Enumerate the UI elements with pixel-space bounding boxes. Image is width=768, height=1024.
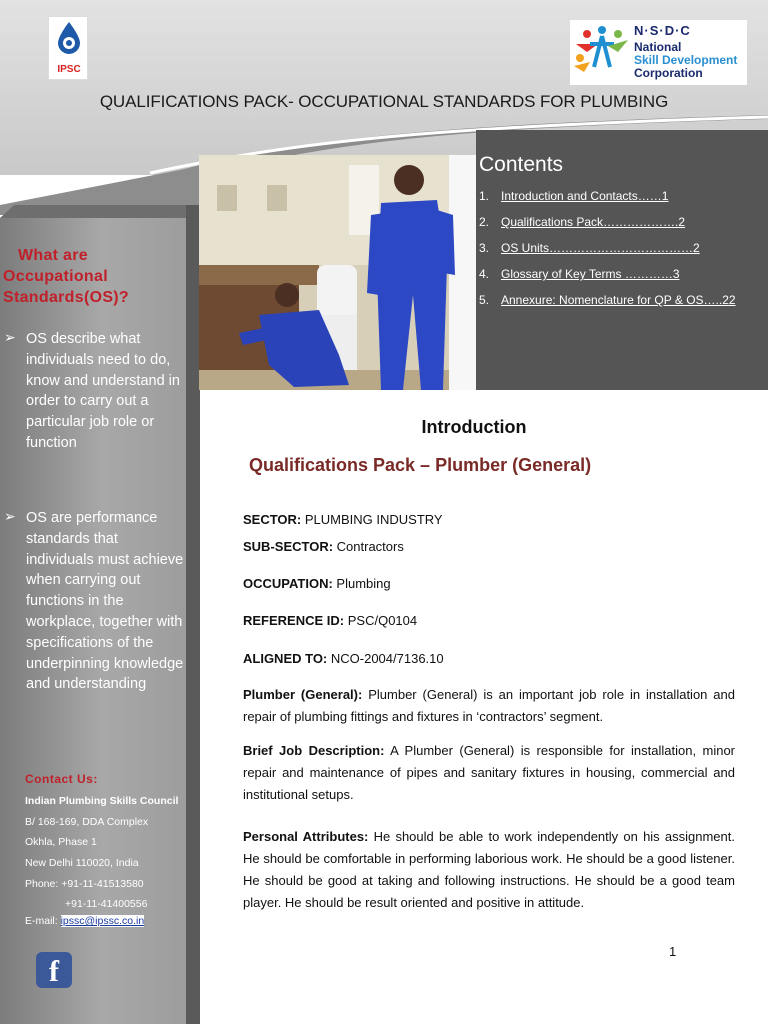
toc-item-number: 2.: [479, 215, 490, 229]
aligned-to-value: NCO-2004/7136.10: [327, 651, 444, 666]
brief-job-description-label: Brief Job Description:: [243, 743, 385, 758]
toc-item-link[interactable]: Introduction and Contacts……1: [501, 189, 669, 203]
qualifications-pack-title: Qualifications Pack – Plumber (General): [249, 455, 592, 475]
toc-item-number: 4.: [479, 267, 490, 281]
nsdc-name-line1: National: [634, 40, 682, 54]
plumber-label: Plumber (General):: [243, 687, 363, 702]
contact-heading: Contact Us:: [25, 772, 98, 786]
nsdc-abbreviation: N·S·D·C: [634, 23, 691, 38]
contents-title: Contents: [479, 153, 564, 176]
contact-address-1: B/ 168-169, DDA Complex: [25, 816, 149, 828]
nsdc-logo: [570, 20, 747, 85]
personal-attributes-paragraph: [243, 826, 735, 914]
toc-item-link[interactable]: Annexure: Nomenclature for QP & OS…..22: [501, 293, 736, 307]
contact-email-row: [25, 914, 144, 928]
os-bullet-text: OS describe what individuals need to do, know and understand in order to carry out a particular job role or function: [26, 331, 180, 451]
introduction-heading: Introduction: [421, 417, 527, 437]
toc-item-number: 1.: [479, 189, 490, 203]
toc-item-number: 3.: [479, 241, 490, 255]
sector-value: PLUMBING INDUSTRY: [301, 512, 443, 527]
reference-id-field: [243, 613, 417, 628]
os-bullet-text: OS are performance standards that individuals must achieve when carrying out functions in the workplace, together with specifications of the underpinning knowledge and understanding: [26, 510, 184, 693]
ipsc-logo-text: IPSC: [57, 64, 81, 75]
os-heading: [3, 245, 183, 308]
ipsc-logo: [48, 16, 88, 80]
toc-item[interactable]: [479, 293, 736, 307]
os-heading-line1: What are: [18, 247, 88, 264]
nsdc-name-line2: Skill Development: [634, 53, 738, 67]
document-title: QUALIFICATIONS PACK- OCCUPATIONAL STANDARDS FOR PLUMBING: [99, 92, 669, 111]
subsector-label: SUB-SECTOR:: [243, 539, 334, 554]
contact-phone-1: Phone: +91-11-41513580: [25, 878, 144, 890]
toc-item[interactable]: [479, 241, 700, 255]
plumbers-photo: [199, 155, 476, 390]
sector-label: SECTOR:: [243, 512, 302, 527]
plumber-text: Plumber (General) is an important job role in installation and repair of plumbing fittings and fixtures in ‘contractors’ segment.: [243, 687, 735, 724]
toc-item[interactable]: [479, 189, 668, 203]
contact-address-3: New Delhi 110020, India: [25, 857, 139, 869]
plumber-paragraph: [243, 684, 735, 728]
contact-address-2: Okhla, Phase 1: [25, 836, 97, 848]
subsector-field: [243, 539, 404, 554]
page-number: 1: [669, 944, 677, 959]
sidebar-side-edge: [186, 205, 200, 1024]
water-drop-icon: [56, 21, 82, 55]
aligned-to-field: [243, 651, 444, 666]
contact-org: Indian Plumbing Skills Council: [25, 795, 179, 807]
reference-id-label: REFERENCE ID:: [243, 613, 345, 628]
aligned-to-label: ALIGNED TO:: [243, 651, 328, 666]
brief-job-description-paragraph: [243, 740, 735, 806]
personal-attributes-text: He should be able to work independently on his assignment. He should be comfortable in performing laborious work. He should be a good listener. He should be good at taking and following instructions. He should be a good team player. He should be result oriented and positive in attitude.: [243, 829, 735, 910]
nsdc-name-line3: Corporation: [634, 66, 703, 80]
occupation-value: Plumbing: [332, 576, 391, 591]
os-heading-line3: Standards(OS)?: [3, 289, 129, 306]
contact-email-link[interactable]: ipssc@ipssc.co.in: [60, 915, 145, 927]
toc-item[interactable]: [479, 267, 680, 281]
contact-email-label: E-mail:: [25, 915, 61, 927]
toc-item-number: 5.: [479, 293, 490, 307]
occupation-label: OCCUPATION:: [243, 576, 333, 591]
toc-item[interactable]: [479, 215, 685, 229]
sector-field: [243, 512, 443, 527]
facebook-icon[interactable]: f: [36, 952, 72, 988]
people-figures-icon: [572, 22, 632, 82]
os-heading-line2: Occupational: [3, 268, 108, 285]
toc-item-link[interactable]: OS Units………………………………2: [501, 241, 700, 255]
toc-item-link[interactable]: Glossary of Key Terms …………3: [501, 267, 680, 281]
subsector-value: Contractors: [333, 539, 404, 554]
personal-attributes-label: Personal Attributes:: [243, 829, 369, 844]
toc-item-link[interactable]: Qualifications Pack……………….2: [501, 215, 686, 229]
reference-id-value: PSC/Q0104: [344, 613, 418, 628]
arrow-bullet-icon: ➢: [4, 329, 16, 345]
contact-phone-2: +91-11-41400556: [65, 898, 148, 910]
arrow-bullet-icon: ➢: [4, 508, 16, 524]
occupation-field: [243, 576, 391, 591]
brief-job-description-text: A Plumber (General) is responsible for installation, minor repair and maintenance of pipes and sanitary fixtures in housing, commercial and institutional setups.: [243, 743, 735, 802]
